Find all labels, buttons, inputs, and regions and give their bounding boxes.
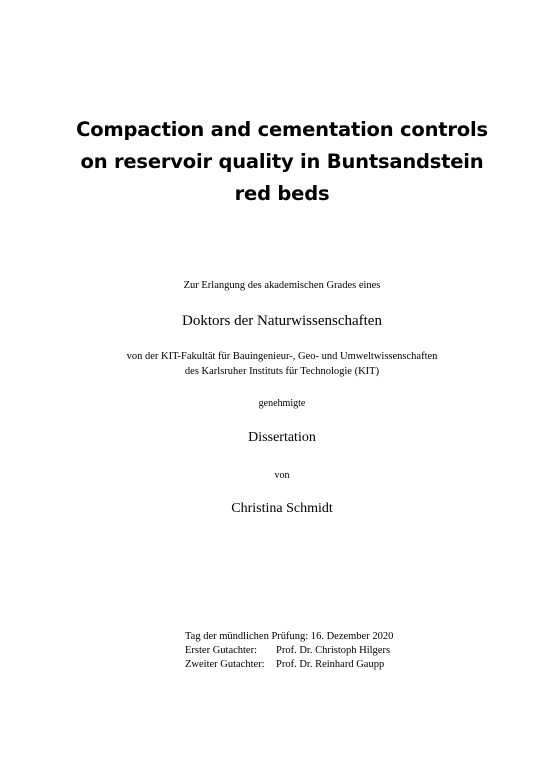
second-reviewer-label: Zweiter Gutachter: — [185, 659, 265, 670]
author-name: Christina Schmidt — [231, 501, 333, 516]
second-reviewer — [185, 658, 393, 672]
degree-purpose: Zur Erlangung des akademischen Grades eines — [183, 280, 381, 291]
examination-details — [185, 630, 393, 672]
thesis-title-line-2: on reservoir quality in Buntsandstein — [80, 150, 484, 173]
approved-label: genehmigte — [258, 398, 306, 409]
thesis-title-line-1: Compaction and cementation controls — [76, 118, 488, 141]
by-label: von — [274, 470, 290, 481]
thesis-title-line-3: red beds — [234, 182, 330, 205]
exam-date: Tag der mündlichen Prüfung: 16. Dezember 2020 — [185, 631, 394, 642]
faculty-line-1: von der KIT-Fakultät für Bauingenieur-, Geo- und Umweltwissenschaften — [126, 351, 438, 362]
second-reviewer-value: Prof. Dr. Reinhard Gaupp — [276, 659, 385, 670]
document-type: Dissertation — [248, 430, 316, 445]
first-reviewer-value: Prof. Dr. Christoph Hilgers — [276, 645, 391, 656]
first-reviewer — [185, 644, 393, 658]
first-reviewer-label: Erster Gutachter: — [185, 645, 258, 656]
faculty-line-2: des Karlsruher Instituts für Technologie (KIT) — [184, 366, 380, 377]
thesis-title — [40, 114, 524, 210]
degree-name: Doktors der Naturwissenschaften — [182, 313, 382, 329]
